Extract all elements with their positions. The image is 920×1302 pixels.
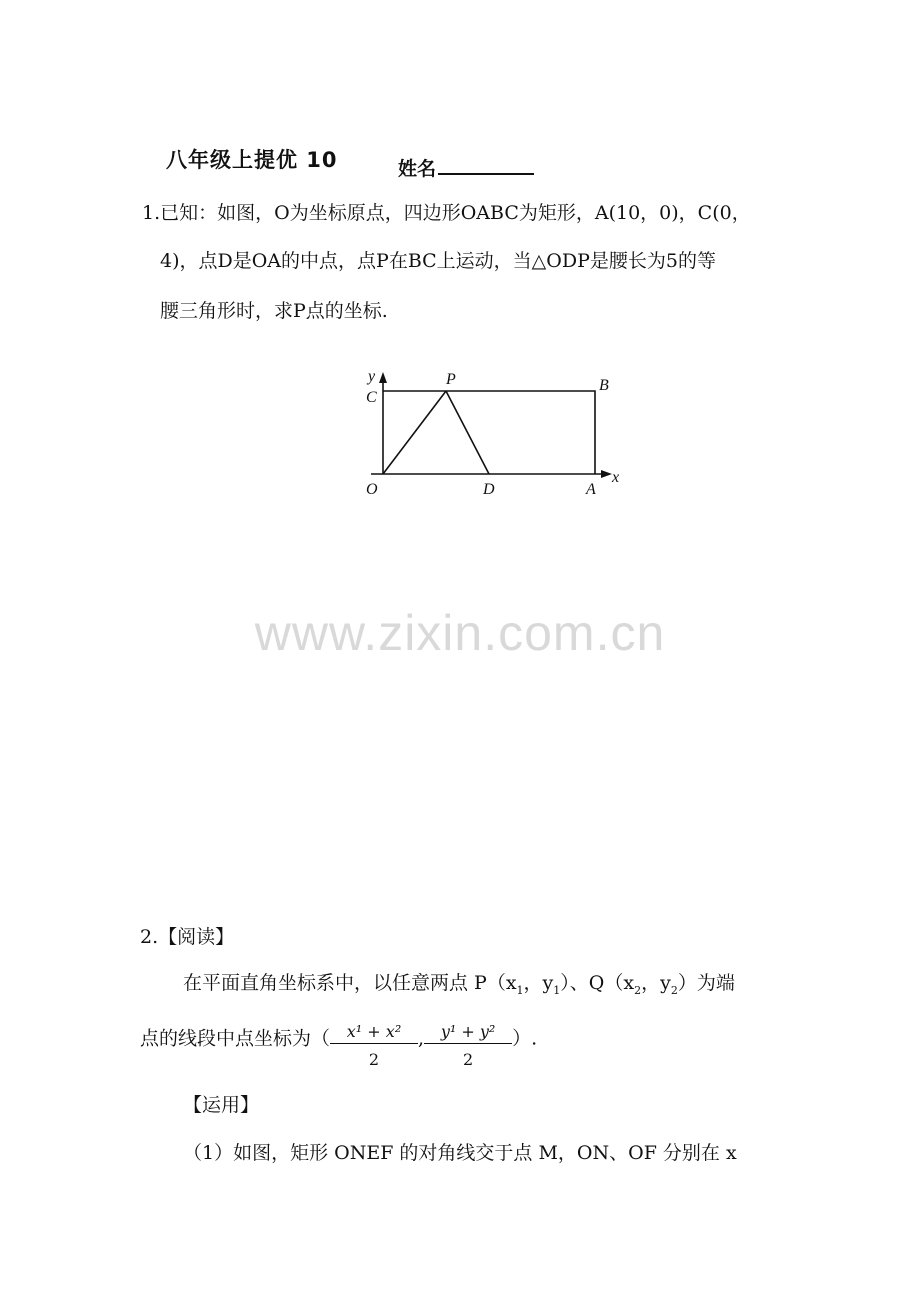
- x-axis-arrow: [601, 470, 612, 478]
- label-a: A: [586, 481, 596, 498]
- label-y: y: [368, 368, 376, 385]
- label-b: B: [599, 377, 609, 394]
- label-o: O: [366, 481, 378, 498]
- fraction-x-numerator: x¹ + x²: [330, 1022, 418, 1044]
- q1-line-2: 4)，点D是OA的中点，点P在BC上运动，当△ODP是腰长为5的等: [160, 250, 716, 272]
- label-c: C: [366, 389, 377, 406]
- q2-apply-heading: 【运用】: [183, 1094, 260, 1116]
- midpoint-text: 点的线段中点坐标为（: [140, 1027, 331, 1050]
- subscript-2: 2: [634, 983, 642, 997]
- midpoint-close: ）.: [512, 1027, 538, 1050]
- worksheet-title: 八年级上提优 10: [166, 148, 338, 172]
- fraction-comma: ,: [418, 1027, 425, 1050]
- fraction-y-denominator: 2: [462, 1050, 474, 1069]
- segment-pd: [446, 391, 489, 474]
- fraction-y: [424, 1022, 512, 1069]
- segment-op: [383, 391, 446, 474]
- read-text-b: ，y: [523, 972, 554, 994]
- q2-read-line-2: [140, 1016, 538, 1069]
- label-p: P: [446, 371, 456, 388]
- watermark: www.zixin.com.cn: [254, 605, 666, 661]
- read-text-e: ）为端: [677, 972, 735, 994]
- q1-line-1: 1.已知：如图，O为坐标原点，四边形OABC为矩形，A(10，0)，C(0，: [142, 202, 751, 224]
- name-label: 姓名: [398, 158, 437, 180]
- q2-heading: 2.【阅读】: [140, 926, 235, 948]
- subscript-1: 1: [516, 983, 524, 997]
- subscript-2b: 2: [670, 983, 678, 997]
- label-d: D: [483, 481, 495, 498]
- fraction-y-numerator: y¹ + y²: [424, 1022, 512, 1044]
- q1-line-3: 腰三角形时，求P点的坐标.: [160, 300, 388, 322]
- q2-read-line-1: [183, 968, 735, 997]
- fraction-x: [330, 1022, 418, 1069]
- fraction-x-denominator: 2: [368, 1050, 380, 1069]
- subscript-1b: 1: [553, 983, 561, 997]
- read-text-a: 在平面直角坐标系中，以任意两点 P（x: [183, 972, 517, 994]
- label-x: x: [612, 469, 620, 486]
- y-axis-arrow: [379, 372, 387, 383]
- read-text-d: ，y: [641, 972, 671, 994]
- read-text-c: ）、Q（x: [560, 972, 635, 994]
- q2-apply-line-1: （1）如图，矩形 ONEF 的对角线交于点 M，ON、OF 分别在 x: [183, 1142, 737, 1164]
